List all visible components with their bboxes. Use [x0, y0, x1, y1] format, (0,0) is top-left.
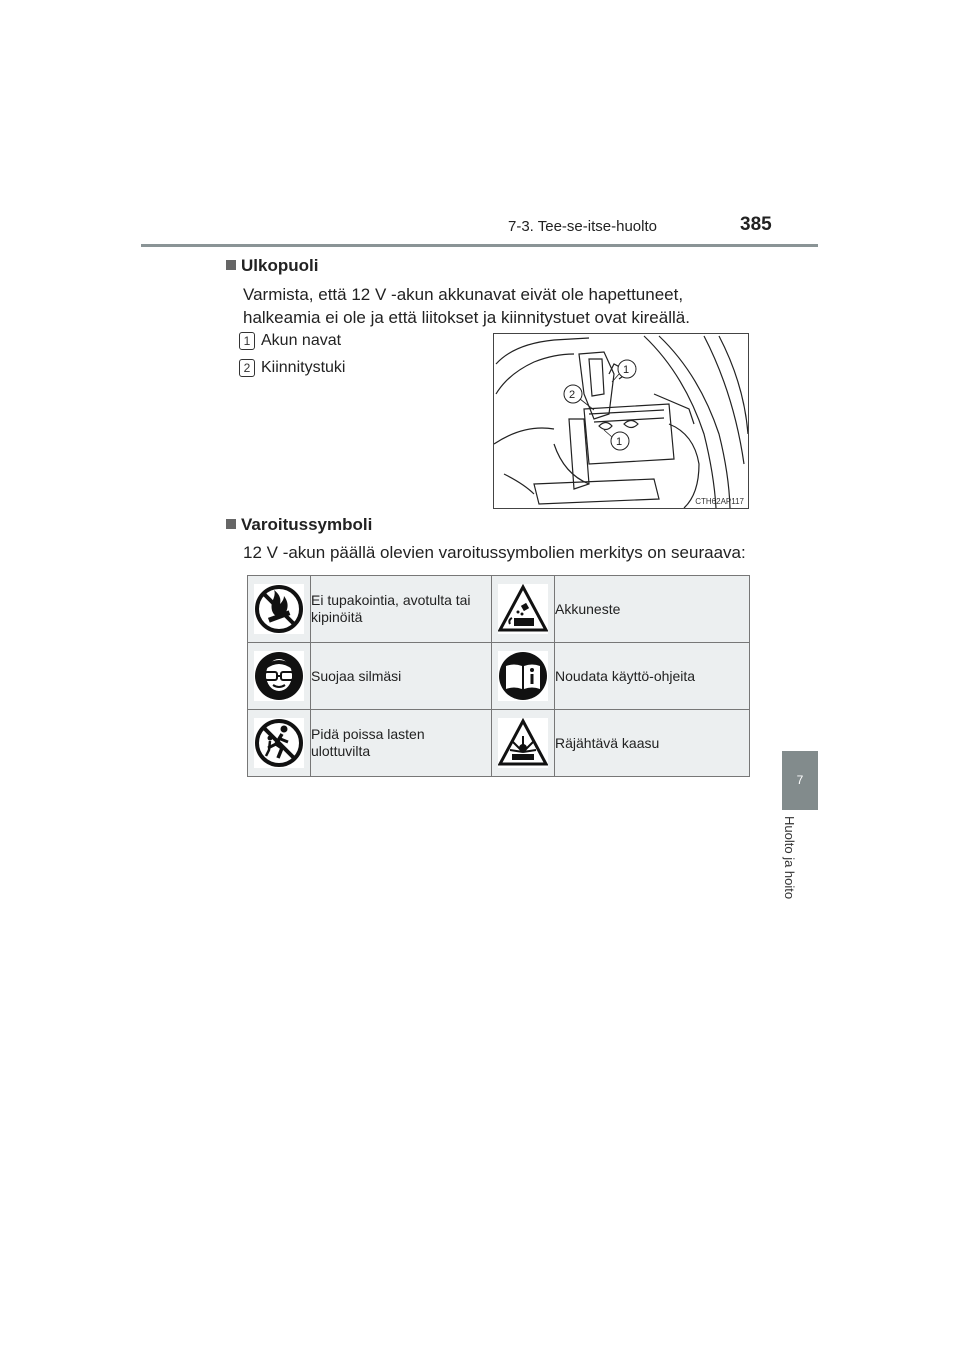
symbol-text: Noudata käyttö-ohjeita	[555, 643, 750, 710]
warning-symbols-table	[247, 575, 750, 777]
illustration-label: 2	[569, 389, 576, 401]
icon-cell	[248, 576, 311, 643]
battery-illustration	[493, 333, 749, 509]
outside-heading	[226, 256, 318, 276]
chapter-tab: 7	[782, 751, 818, 810]
symbol-text: Akkuneste	[555, 576, 750, 643]
icon-cell	[248, 710, 311, 777]
outside-heading-text: Ulkopuoli	[241, 256, 319, 275]
icon-cell	[492, 710, 555, 777]
icon-cell	[492, 643, 555, 710]
table-row	[248, 643, 750, 710]
icon-cell	[248, 643, 311, 710]
callout-2	[239, 359, 345, 377]
callout-label: Akun navat	[261, 332, 342, 349]
callout-1	[239, 332, 341, 350]
callout-label: Kiinnitystuki	[261, 359, 346, 376]
explosive-gas-icon	[498, 718, 548, 768]
read-manual-icon	[498, 651, 548, 701]
warning-paragraph: 12 V -akun päällä olevien varoitussymbolien merkitys on seuraava:	[243, 543, 746, 562]
table-row	[248, 576, 750, 643]
symbol-text: Pidä poissa lasten ulottuvilta	[311, 710, 492, 777]
icon-cell	[492, 576, 555, 643]
symbol-text: Räjähtävä kaasu	[555, 710, 750, 777]
page-number: 385	[740, 214, 772, 235]
illustration-label: 1	[623, 364, 630, 376]
eye-protection-icon	[254, 651, 304, 701]
header-rule	[141, 244, 818, 247]
header-section-title: 7-3. Tee-se-itse-huolto	[508, 218, 657, 235]
illustration-label: 1	[616, 436, 623, 448]
outside-paragraph: Varmista, että 12 V -akun akkunavat eivät ole hapettuneet, halkeamia ei ole ja että liitokset ja kiinnitystuet ovat kireällä.	[243, 285, 690, 327]
battery-drawing	[494, 334, 748, 508]
bullet-square-icon	[226, 260, 236, 270]
illustration-code: CTH62AP117	[695, 497, 744, 506]
symbol-text: Suojaa silmäsi	[311, 643, 492, 710]
no-smoking-flame-icon	[254, 584, 304, 634]
warning-heading-text: Varoitussymboli	[241, 515, 373, 534]
keep-away-children-icon	[254, 718, 304, 768]
chapter-label-container	[779, 816, 819, 916]
table-row	[248, 710, 750, 777]
chapter-label: Huolto ja hoito	[782, 816, 797, 900]
warning-heading	[226, 515, 372, 535]
callout-number-icon: 2	[239, 359, 255, 377]
symbol-text: Ei tupakointia, avotulta tai kipinöitä	[311, 576, 492, 643]
callout-number-icon: 1	[239, 332, 255, 350]
bullet-square-icon	[226, 519, 236, 529]
battery-acid-icon	[498, 584, 548, 634]
